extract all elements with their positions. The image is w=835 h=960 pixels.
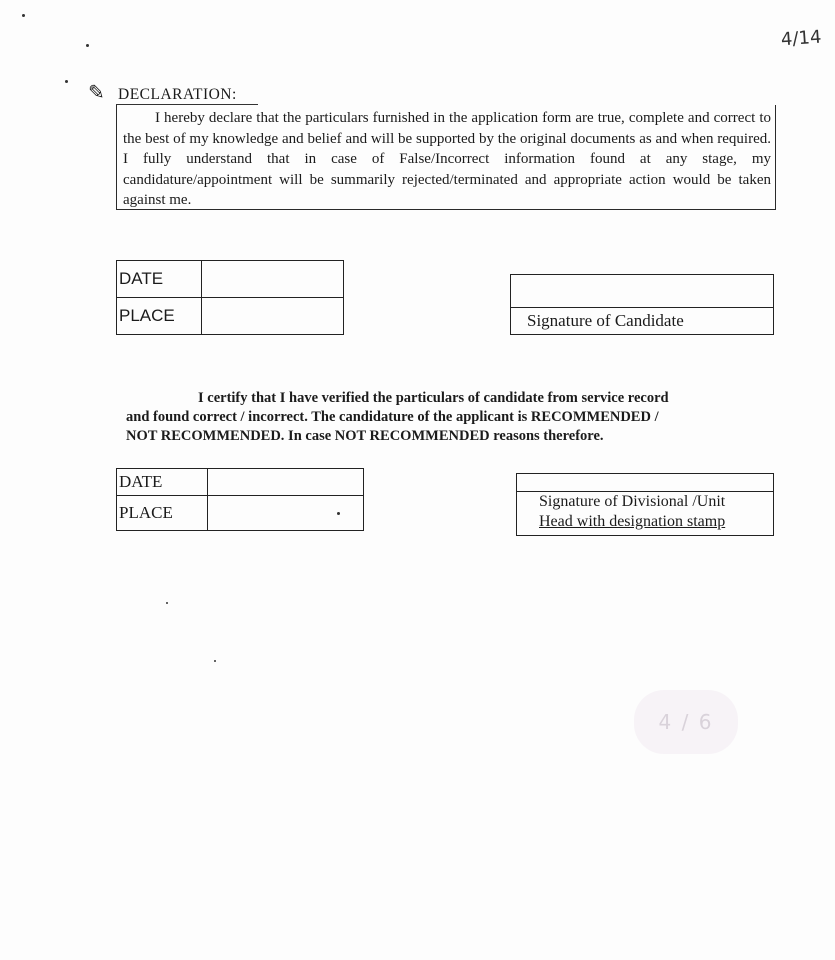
scan-speck (65, 80, 68, 83)
certification-line: and found correct / incorrect. The candidature of the applicant is RECOMMENDED / (126, 409, 659, 425)
scribble-mark-icon: ✎ (88, 82, 105, 104)
candidate-signature-box (510, 274, 774, 335)
head-signature-caption-line1: Signature of Divisional /Unit (539, 493, 726, 510)
scan-speck (22, 14, 25, 17)
scan-speck (86, 44, 89, 47)
declaration-line: original documents as and when required. I fully understand that in case of (123, 130, 771, 167)
candidate-signature-field[interactable] (511, 275, 773, 308)
scan-speck (214, 660, 216, 662)
candidate-date-label: DATE (117, 261, 202, 298)
declaration-text-box (116, 105, 776, 210)
declaration-section (88, 82, 778, 210)
handwritten-page-mark: 4/14 (779, 26, 822, 51)
head-date-field[interactable] (208, 469, 364, 496)
certification-text (126, 389, 776, 446)
head-place-field[interactable] (208, 496, 364, 531)
head-signature-caption-line2: Head with designation stamp (539, 513, 726, 530)
candidate-date-place-table (116, 260, 344, 335)
candidate-place-field[interactable] (202, 298, 344, 335)
scan-speck (166, 602, 168, 604)
head-date-label: DATE (117, 469, 208, 496)
declaration-line: False/Incorrect information found at any stage, my candidature/appointment will be (123, 151, 771, 188)
page-indicator: 4 / 6 (634, 690, 738, 754)
declaration-line: summarily rejected/terminated and appropriate action would be taken against me. (123, 171, 771, 208)
declaration-title: DECLARATION: (116, 86, 258, 105)
candidate-signature-caption: Signature of Candidate (527, 311, 684, 330)
head-signature-box (516, 473, 774, 536)
head-date-place-table (116, 468, 364, 531)
declaration-line: I hereby declare that the particulars furnished in the application form are true, (155, 110, 625, 126)
certification-line: I certify that I have verified the particulars of candidate from service record (198, 390, 669, 406)
head-signature-field[interactable] (517, 474, 773, 492)
candidate-date-field[interactable] (202, 261, 344, 298)
declaration-line: complete and correct to the best of my knowledge and belief and will be supported by the (123, 110, 771, 147)
certification-line: NOT RECOMMENDED. In case NOT RECOMMENDED reasons therefore. (126, 428, 604, 444)
head-place-label: PLACE (117, 496, 208, 531)
candidate-place-label: PLACE (117, 298, 202, 335)
